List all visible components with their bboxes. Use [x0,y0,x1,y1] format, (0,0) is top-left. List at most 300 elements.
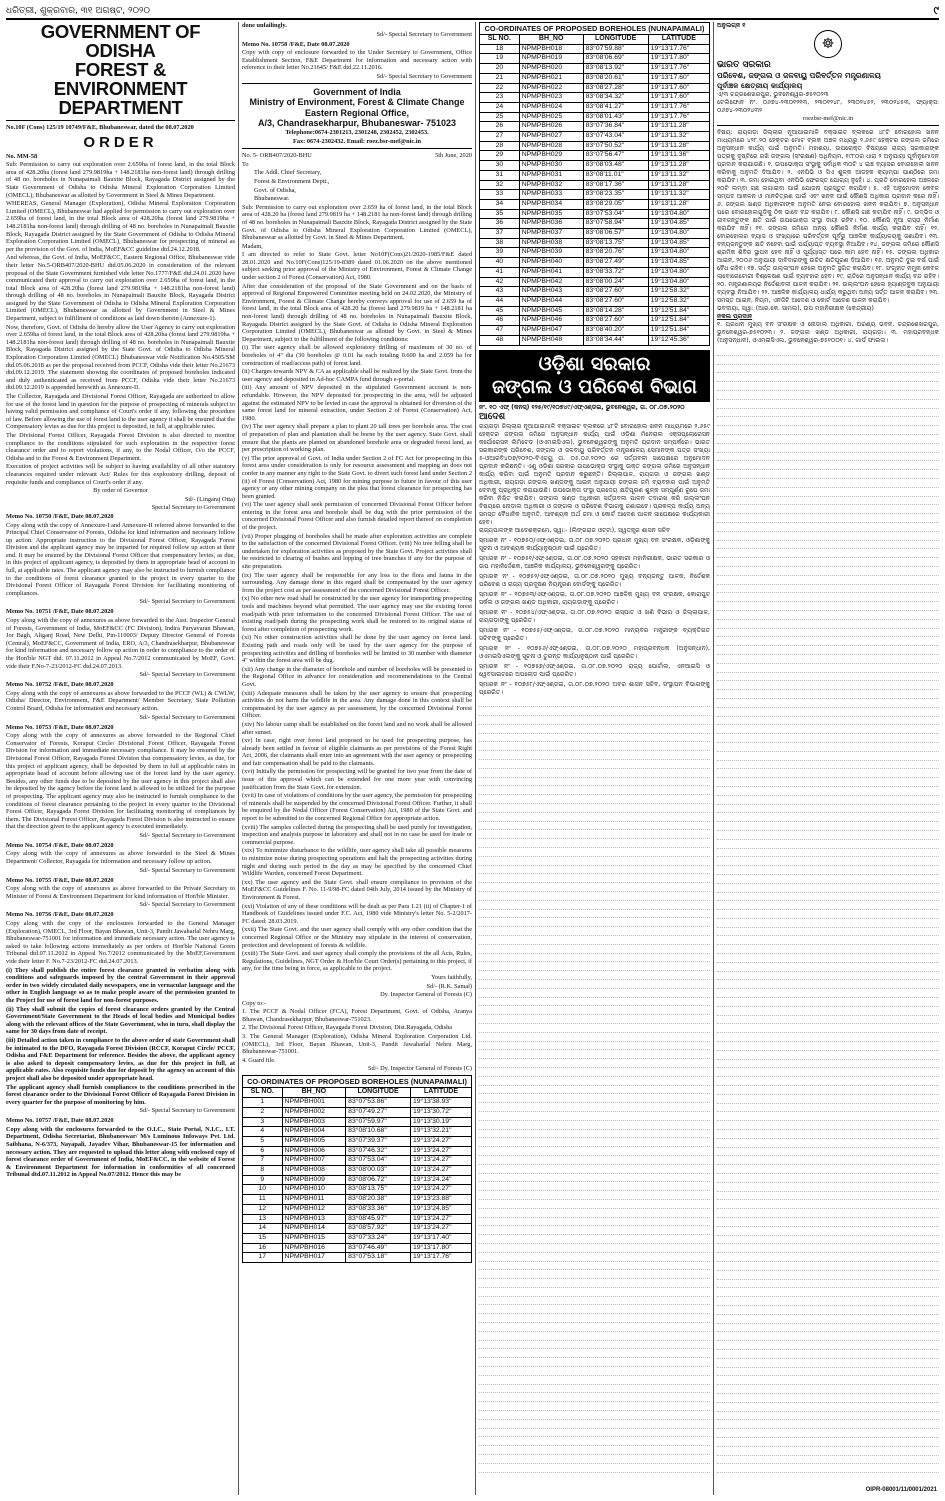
table-row [243,1224,472,1234]
oipr-code: OIPR-08001/11/0001/2021 [865,1487,937,1493]
text-line-placeholder [479,1367,710,1376]
table-cell: 19°13'30.72" [410,1107,471,1117]
table-cell: 24 [480,102,520,112]
condition-item: (xii) Any change in the diameter of borehole and number of boreholes will be presented to the Regional Office in advance for consideration and recommendations to the Central Govt. [242,665,472,688]
order-para-4: The Collector, Rayagada and Divisional Forest Officer, Rayagada are authorized to allow for use of the forest land in question for the purpose of prospecting of minerals subject to having valid permission and compliance of Court's order if any, following due procedure of law. Before allowing the use of forest land to the user agency it shall be ensured that the Compensatory levies as due for this project is deposited, in full, at applicable rates. [6,393,235,431]
text-line-placeholder [717,910,939,919]
text-line-placeholder [479,892,710,901]
annexure-label: ଅନୁଲଗ୍ନ ୧ [717,22,746,29]
text-line-placeholder [717,549,939,558]
text-line-placeholder [479,1218,710,1227]
divider [242,148,472,149]
condition-item: (xxiii) The State Govt. and user agency shall comply the provisions of the all Acts, Rules, Regulations, Guidelines, NGT Order & Hon'ble Court Order(s) pertaining to this project, if any, for the time being in force, as applicable to the project. [242,950,472,973]
text-line-placeholder [479,1341,710,1350]
table-cell: NPMPBH034 [519,199,583,209]
text-line-placeholder [717,901,939,910]
text-line-placeholder [717,497,939,506]
odia-memo: ସ୍ମାରକ ନଂ - ୧୦୭୫୩/ଏଫ୍ଏଣ୍ଡଇ, ତା.୦୮.୦୭.୨୦୨୦ ଆଞ୍ଚଳିକ ମୁଖ୍ୟ ବନ ସଂରକ୍ଷକ, କୋରାପୁଟ ସର୍କଲ ଓ ଜଙ୍ଗଲ ଖଣ୍ଡ ଅଧିକାରୀ, ରାୟଗଡ଼ାଙ୍କୁ ପ୍ରେରିତ। [479,590,710,606]
table-cell: 83°08'00.03" [346,1166,411,1176]
ngt-point-3: (iii) Detailed action taken in compliance to the above order of state Government shall be intimated to the DFO, Rayagada Forest Division (RCCF, Koraput Circle/ PCCF, Odisha and F&E Department for reference. Besides the above, the applicant agency is also asked to deposit compensatory levies, as due for this project in full, at applicable rates. Also requisite funds due for deposit by the agency on account of this project shall also be deposited under appropriate head. [6,1036,235,1082]
table-cell: 19°13'24.27" [410,1214,471,1224]
table-cell: NPMPBH012 [282,1204,346,1214]
table-row [480,170,710,180]
text-line-placeholder [717,1174,939,1183]
text-line-placeholder [717,593,939,602]
condition-item: (i) The user agency shall be allowed exploratory drilling of maximum of 30 no. of boreholes of 4" dia (30 boreholes @ 0.01 ha each totaling 0.600 ha and 2.059 ha for construction of road/access path) of forest land. [242,344,472,367]
text-line-placeholder [717,1024,939,1033]
text-line-placeholder [479,1253,710,1262]
table-cell: NPMPBH022 [519,83,583,93]
odia-order-title: ଆଦେଶ [479,411,506,422]
text-line-placeholder [479,1358,710,1367]
text-line-placeholder [717,461,939,470]
text-line-placeholder [479,1112,710,1121]
text-line-placeholder [479,1006,710,1015]
table-cell: 13 [243,1214,283,1224]
text-line-placeholder [479,1305,710,1314]
table-cell: NPMPBH008 [282,1166,346,1176]
text-line-placeholder [717,734,939,743]
to-line: Bhubaneswar. [254,195,290,203]
divider [242,83,472,84]
text-line-placeholder [717,1420,939,1429]
table-cell: NPMPBH024 [519,102,583,112]
table-cell: 83°07'56.47" [583,151,648,161]
odia-memo: ସ୍ମାରକ ନଂ - ୧୦୭୫୦/ଏଫ୍ଏଣ୍ଡଇ, ତା.୦୮.୦୭.୨୦୨୦ ପ୍ରଧାନ ମୁଖ୍ୟ ବନ ସଂରକ୍ଷକ, ଓଡ଼ିଶାଙ୍କୁ ସୂଚନା ଓ ଆବଶ୍ୟକ କାର୍ଯ୍ୟାନୁଷ୍ଠାନ ପାଇଁ ପ୍ରେରିତ। [479,536,710,552]
text-line-placeholder [717,620,939,629]
table-cell: 83°08'34.44" [583,335,648,345]
table-cell: 38 [480,238,520,248]
text-line-placeholder [717,752,939,761]
table-cell: 83°07'46.32" [346,1146,411,1156]
table-cell: 17 [243,1253,283,1263]
memo-text: Copy along with the copy of annexures as above forwarded to the Private Secretary to Minister of Forest & Environment Department for kind information of Hon'ble Minister. [6,885,235,900]
table-cell: 28 [480,141,520,151]
text-line-placeholder [717,743,939,752]
table-cell: NPMPBH017 [282,1253,346,1263]
text-line-placeholder [479,998,710,1007]
text-line-placeholder [479,1244,710,1253]
table-row [243,1146,472,1156]
odia-order-body: ରାୟଗଡ଼ା ଜିଲ୍ଲାର ନୂଆପାଇମାଳି ବକ୍ସାଇଟ ବ୍ଲକରେ ୪୮ଟି ବୋରହୋଲ ଖନନ ମାଧ୍ୟମରେ ୨.୬୫୯ ହେକ୍ଟର ଜଙ୍ଗଲ ଜମିରେ ଅନୁସନ୍ଧାନ କାର୍ଯ୍ୟ ପାଇଁ ଓଡ଼ିଶା ମିନେରାଲ ଏକ୍ସପ୍ଲୋରେସନ କର୍ପୋରେସନ ଲିମିଟେଡ (ଓଏମଇସିଏଲ), ଭୁବନେଶ୍ୱରଙ୍କୁ ଅନୁମତି ପ୍ରଦାନ ସମ୍ପର୍କରେ। ଭାରତ ସରକାରଙ୍କ ପରିବେଶ, ଜଙ୍ଗଲ ଓ ଜଳବାୟୁ ପରିବର୍ତ୍ତନ ମନ୍ତ୍ରଣାଳୟ ସେମାନଙ୍କ ପତ୍ର ସଂଖ୍ୟା ୫-ଓଆରବି୪୦୭/୨୦୨୦-ବିଏଚୟୁ ତା. ୦୫.୦୬.୨୦୨୦ ରେ ସର୍ତ୍ତାବଳୀ ସାପେକ୍ଷରେ ଅନୁମୋଦନ ପ୍ରଦାନ କରିଛନ୍ତି। ଏଣୁ ଓଡ଼ିଶା ସରକାର ଉପଭୋକ୍ତା ସଂସ୍ଥାକୁ ଉକ୍ତ ଜଙ୍ଗଲ ଜମିରେ ଅନୁସନ୍ଧାନ କାର୍ଯ୍ୟ କରିବା ପାଇଁ ଅନୁମତି ପ୍ରଦାନ କରୁଛନ୍ତି। ଜିଲ୍ଲାପାଳ, ରାୟଗଡ଼ା ଓ ଜଙ୍ଗଲ ଖଣ୍ଡ ଅଧିକାରୀ, ରାୟଗଡ଼ା ଜଙ୍ଗଲ ଖଣ୍ଡଙ୍କୁ ଆଇନ ଅନୁଯାୟୀ ଜଙ୍ଗଲ ଜମି ବ୍ୟବହାର ପାଇଁ ଅନୁମତି ଦେବାକୁ ପ୍ରାଧିକୃତ କରାଯାଉଛି। ଉପଭୋକ୍ତା ସଂସ୍ଥା ପ୍ରଦେୟ କ୍ଷତିପୂରଣ ଶୁଳ୍କ ସମ୍ପୂର୍ଣ୍ଣ ରୂପେ ଜମା କରିବା ନିଶ୍ଚିତ କରାଯିବ। ଜଙ୍ଗଲ ଖଣ୍ଡ ଅଧିକାରୀ ସର୍ତ୍ତାବଳୀ ପାଳନ ତଦାରଖ କରି ଉଲ୍ଲଂଘନ ବିଷୟରେ ନୋଡାଲ ଅଧିକାରୀ ଓ ଜଙ୍ଗଲ ଓ ପରିବେଶ ବିଭାଗକୁ ଜଣାଇବେ। ପ୍ରକଳ୍ପ କାର୍ଯ୍ୟ ଅନ୍ୟ ସମସ୍ତ ବୈଧାନିକ ଅନୁମତି, ଆବଶ୍ୟକ ଅର୍ଥ ଜମା ଓ କୋର୍ଟ ଆଦେଶ ପାଳନ ସାପେକ୍ଷରେ କାର୍ଯ୍ୟକାରୀ ହେବ। [479,422,710,526]
text-line-placeholder [479,874,710,883]
table-cell: 9 [243,1175,283,1185]
text-line-placeholder [717,1148,939,1157]
order-number: No. MM-58 [6,152,38,160]
text-line-placeholder [717,769,939,778]
table-cell: NPMPBH003 [282,1117,346,1127]
table-cell: NPMPBH031 [519,170,583,180]
table-cell: 83°08'13.75" [583,238,648,248]
text-line-placeholder [479,848,710,857]
text-line-placeholder [717,1350,939,1359]
table-row [243,1214,472,1224]
odia-memo: ସ୍ମାରକ ନଂ - ୧୦୭୫୬/ଏଫ୍ଏଣ୍ଡଇ, ତା.୦୮.୦୭.୨୦୨୦ ମହାପ୍ରବନ୍ଧକ (ଅନୁସନ୍ଧାନ), ଓଏମଇସିଏଲଙ୍କୁ ସୂଚନା ଓ ତୁରନ୍ତ କାର୍ଯ୍ୟାନୁଷ୍ଠାନ ପାଇଁ ପ୍ରେରିତ। [479,644,710,660]
text-line-placeholder [717,954,939,963]
text-line-placeholder [479,1050,710,1059]
text-line-placeholder [479,839,710,848]
text-line-placeholder [479,795,710,804]
condition-item: (xxi) Violation of any of these conditions will be dealt as per Para 1.21 (ii) of Chapter-1 of Handbook of Guidelines issued under F.C. Act, 1980 vide Ministry's letter No. 5-2/2017-FC dated: 28.03.2019. [242,902,472,925]
table-cell: 8 [243,1166,283,1176]
order-subject: Sub: Permission to carry out exploration over 2.659ha of forest land, in the total Block area of 428.20ha (forest land 279.9819ha + 148.2181ha non-forest land) through drilling of 48 no. boreholes in Nunapaimali Bauxite Block, Rayagada District assigned by the State Government of Odisha to Odisha Mineral Exploration Corporation Limited (OMECL), Bhubaneswar as allotted by Government in Steel & Mines Department. [6,161,235,199]
table-cell: 83°07'58.94" [583,219,648,229]
table-cell: 83°07'33.24" [346,1233,411,1243]
table-cell: 83°07'59.97" [346,1117,411,1127]
table-cell: 83°08'03.48" [583,161,648,171]
memo-signature: Sd/- Special Secretary to Government [139,831,235,839]
order-para-5: The Divisional Forest Officer, Rayagada Forest Division is also directed to monitor compliance to the conditions stipulated for such exploration in the respective forest clearance order and to report violations, if any, to the Nodal Officer, O/o the PCCF, Odisha and to the Forest & Environment Department. [6,431,235,462]
table-cell: 83°08'17.36" [583,180,648,190]
table-cell: 45 [480,306,520,316]
goi-heading: Government of India [313,86,401,97]
text-line-placeholder [479,1349,710,1358]
memo-text: Copy with copy of enclosure forwarded to the Under Secretary to Government, Office Establishment Section, F&E Department for information and necessary action with reference to their letter No.21645/ F&E dtd.22.11.2016. [242,49,472,72]
table-cell: NPMPBH035 [519,209,583,219]
fax-email-line: Fax: 0674-2302432. Email: roez.bsr-mef@nic.in [293,137,421,145]
columns [6,22,939,1495]
text-line-placeholder [717,602,939,611]
table-cell: NPMPBH041 [519,267,583,277]
page-number: ୯ [933,4,939,17]
table-cell: 83°08'06.57" [583,229,648,239]
table-cell: 19°13'04.80" [648,277,709,287]
text-line-placeholder [479,1385,710,1394]
text-line-placeholder [479,1314,710,1323]
memo-signature: Sd/- Special Secretary to Government [139,671,235,679]
text-line-placeholder [479,1068,710,1077]
text-line-placeholder [479,1429,710,1438]
table-cell: 19°13'32.21" [410,1127,471,1137]
table-cell: 18 [480,44,520,54]
memo-number: Memo No. 10755 /F&E, Date 08.07.2020 [6,876,114,884]
odia-annexure-body: ବିଷୟ: ରାୟଗଡ଼ା ଜିଲ୍ଲାର ନୂଆପାଇମାଳି ବକ୍ସାଇଟ ବ୍ଲକରେ ୪୮ଟି ବୋରହୋଲ ଖନନ ମାଧ୍ୟମରେ ୪୨୮.୨୦ ହେକ୍ଟର ମୋଟ ବ୍ଲକ ଅଞ୍ଚଳ ମଧ୍ୟରୁ ୨.୬୫୯ ହେକ୍ଟର ଜଙ୍ଗଲ ଜମିରେ ଅନୁସନ୍ଧାନ କାର୍ଯ୍ୟ ପାଇଁ ଅନୁମତି। ମହାଶୟା, ଉପରୋକ୍ତ ବିଷୟରେ ରାଜ୍ୟ ସରକାରଙ୍କ ପତ୍ରକୁ ଦୃଷ୍ଟିରେ ରଖି ଜଙ୍ଗଲ (ସଂରକ୍ଷଣ) ଅଧିନିୟମ, ୧୯୮୦ର ଧାରା ୨ ଅନୁଯାୟୀ ପୂର୍ବାନୁମୋଦନ ପ୍ରଦାନ କରାଯାଉଛି। ୧. ଉପଭୋକ୍ତା ସଂସ୍ଥାକୁ ସର୍ବାଧିକ ୩୦ଟି ୪ ଇଞ୍ଚ ବ୍ୟାସର ବୋରହୋଲ ଖନନ କରିବାକୁ ଅନୁମତି ଦିଆଯିବ। ୨. ଏନପିଭି ଓ ସିଏ ଶୁଳ୍କ ଆଡହକ କ୍ୟାମ୍ପା ପାଣ୍ଠିରେ ଜମା କରାଯିବ। ୩. ଜମା ହୋଇଥିବା ଏନପିଭି ଫେରସ୍ତ ଯୋଗ୍ୟ ନୁହେଁ। ୪. ପ୍ରତି ବୋରହୋଲ ଅଞ୍ଚଳରେ ୨୦ଟି ଲମ୍ବା ଗଛ ଲଗାଇବା ପାଇଁ ଯୋଜନା ପ୍ରସ୍ତୁତ କରାଯିବ। ୫. ଏହି ଅନୁମୋଦନ କେବଳ ସମ୍ପଦ ଆକଳନ ଓ ମାନଚିତ୍ରଣ ପାଇଁ ଏବଂ ଖନନ ପାଇଁ କୌଣସି ଅଧିକାର ପ୍ରଦାନ କରେ ନାହିଁ। ୬. ଜଙ୍ଗଲ ଖଣ୍ଡ ଅଧିକାରୀଙ୍କ ଅନୁମତି ନେଇ ବୋରହୋଲ ଖନନ କରାଯିବ। ୭. ଅନୁସନ୍ଧାନ ପରେ ବୋରହୋଲଗୁଡ଼ିକୁ ଠିକ ଭାବେ ବନ୍ଦ କରାଯିବ। ୮. କୌଣସି ଗଛ କଟାଯିବ ନାହିଁ। ୯. ଉଦ୍ଭିଦ ଓ ଜୀବଜନ୍ତୁଙ୍କ କ୍ଷତି ପାଇଁ ଉପଭୋକ୍ତା ସଂସ୍ଥା ଦାୟୀ ରହିବ। ୧୦. କୌଣସି ନୂଆ ରାସ୍ତା ନିର୍ମାଣ କରାଯିବ ନାହିଁ। ୧୧. ଜଙ୍ଗଲ ଜମିରେ ଅନ୍ୟ କୌଣସି ନିର୍ମାଣ କାର୍ଯ୍ୟ କରାଯିବ ନାହିଁ। ୧୨. ବୋରହୋଲର ବ୍ୟାସ ଓ ସଂଖ୍ୟାରେ ପରିବର୍ତ୍ତନ ପୂର୍ବରୁ ଆଞ୍ଚଳିକ କାର୍ଯ୍ୟାଳୟକୁ ଜଣାଯିବ। ୧୩. ବନ୍ୟଜନ୍ତୁଙ୍କ କ୍ଷତି ନହେବା ପାଇଁ ପର୍ଯ୍ୟାପ୍ତ ବ୍ୟବସ୍ଥା ନିଆଯିବ। ୧୪. ଜଙ୍ଗଲ ଜମିରେ କୌଣସି ଶ୍ରମିକ ଶିବିର ସ୍ଥାପନ ହେବ ନାହିଁ ଓ ସୂର୍ଯ୍ୟାସ୍ତ ପରେ କାମ ହେବ ନାହିଁ। ୧୫. ଜଙ୍ଗଲ ଅଧିକାର ଆଇନ, ୨୦୦୬ ଅନୁଯାୟୀ ଦାବିଦାରଙ୍କୁ ଉଚିତ କ୍ଷତିପୂରଣ ଦିଆଯିବ। ୧୬. ଅନୁମତି ଦୁଇ ବର୍ଷ ପାଇଁ ବୈଧ ରହିବ। ୧୭. ସର୍ତ୍ତ ଉଲ୍ଲଂଘନ ହେଲେ ଅନୁମତି ସ୍ଥଗିତ କରାଯିବ। ୧୮. ସଂଗୃହୀତ ନମୁନା କେବଳ ଲାବୋରେଟୋରୀ ବିଶ୍ଳେଷଣ ପାଇଁ ବ୍ୟବହାର ହେବ। ୧୯. ରାତିରେ ଅନୁସନ୍ଧାନ କାର୍ଯ୍ୟ ବନ୍ଦ ରହିବ। ୨୦. ମନ୍ତ୍ରଣାଳୟର ନିର୍ଦ୍ଦେଶାବଳୀ ପାଳନ କରାଯିବ। ୨୧. ଉଲ୍ଲଂଘନ ହେଲେ ହ୍ୟାଣ୍ଡବୁକ ଅନୁଯାୟୀ ବ୍ୟବସ୍ଥା ନିଆଯିବ। ୨୨. ଆଞ୍ଚଳିକ କାର୍ଯ୍ୟାଳୟ ଧାର୍ଯ୍ୟ କରୁଥିବା ଅନ୍ୟ ସର୍ତ୍ତ ପାଳନ କରାଯିବ। ୨୩. ସମସ୍ତ ଆଇନ, ନିୟମ, ଏନଜିଟି ଆଦେଶ ଓ କୋର୍ଟ ଆଦେଶ ପାଳନ କରାଯିବ। [717,129,939,305]
text-line-placeholder [717,972,939,981]
text-line-placeholder [479,1200,710,1209]
to-line: The Addl. Chief Secretary, [254,169,322,177]
memo-number: Memo No. 10750 /F&E, Date 08.07.2020 [6,512,114,520]
text-line-placeholder [717,1447,939,1456]
table-row [243,1127,472,1137]
text-line-placeholder [717,514,939,523]
odia-memo: ସ୍ମାରକ ନଂ - ୧୦୭୫୨/ଏଫ୍ଏଣ୍ଡଇ, ତା.୦୮.୦୭.୨୦୨୦ ମୁଖ୍ୟ ବନ୍ୟଜନ୍ତୁ ପାଳକ, ନିର୍ଦ୍ଦେଶକ ପରିବେଶ ଓ ରାଜ୍ୟ ପ୍ରଦୂଷଣ ନିୟନ୍ତ୍ରଣ ବୋର୍ଡଙ୍କୁ ପ୍ରେରିତ। [479,572,710,588]
text-line-placeholder [717,1464,939,1473]
order-para-2: And whereas, the Govt. of India, MoEF&CC, Eastern Regional Office, Bhubaneswar vide their letter No.5-ORB407/2020-BHU dtd.05.06.2020 in consideration of the relevant proposal of the State Government furnished vide letter No.1777/F&E dtd.24.01.2020 have communicated their approval to carry out exploration over 2.659ha of forest land, in the total Block area of 428.20ha (forest land 279.9819ha + 148.2181ha non-forest land) through drilling of 48 no. boreholes in Nunapaimali Bauxite Block, Rayagada District assigned by the State Government of Odisha to Odisha Mineral Exploration Corporation Limited (OMECL), Bhubaneswar as allotted by Government in Steel & Mines Department, subject to fulfillment of conditions as laid down therein (Annexure-1). [6,254,235,323]
odia-telephone: ଟେଲିଫୋନ ନଂ. ୦୬୭୪-୨୩୦୧୨୧୩, ୨୩୦୧୨୪୮, ୨୩୦୨୪୫୨, ୨୩୦୨୪୫୩, ଫ୍ୟାକ୍ସ: ୦୬୭୪-୨୩୦୨୪୩୨ [717,98,939,114]
text-line-placeholder [717,1218,939,1227]
text-line-placeholder [717,1376,939,1385]
table-cell: 83°07'36.84" [583,122,648,132]
text-line-placeholder [717,409,939,418]
text-line-placeholder [717,1341,939,1350]
text-line-placeholder [717,576,939,585]
condition-item: (ix) The user agency shall be responsible for any loss to the flora and fauna in the surrounding. Any damage done in this regard shall be compensated by the user agency from the project cost as per assessment of the concerned Divisional Forest Officer. [242,571,472,594]
text-line-placeholder [479,1464,710,1473]
text-line-placeholder [717,365,939,374]
table-cell: 19°13'24.27" [410,1224,471,1234]
memo-number: Memo No. 10753 /F&E, Date 08.07.2020 [6,723,114,731]
table-cell: 46 [480,316,520,326]
text-line-placeholder [717,523,939,532]
odia-annexure-signature: ଭବଦୀୟା, ସ୍ୱା: (ଆର.କେ. ସାମଲ), ଉପ ମହାନିରୀକ୍ଷକ (କେନ୍ଦ୍ରୀୟ) [717,305,874,313]
table-cell: NPMPBH011 [282,1195,346,1205]
table-row [480,83,710,93]
table-cell: 26 [480,122,520,132]
text-line-placeholder [717,1262,939,1271]
table-cell: 39 [480,248,520,258]
table-row [243,1253,472,1263]
table-cell: 48 [480,335,520,345]
text-line-placeholder [717,980,939,989]
table-row [480,277,710,287]
text-line-placeholder [479,813,710,822]
table-cell: 83°08'27.60" [583,316,648,326]
table-cell: 19°13'17.60" [648,73,709,83]
table-row [480,54,710,64]
column-header: LATITUDE [410,1088,471,1098]
table-cell: 83°08'45.97" [346,1214,411,1224]
table-cell: 19°13'17.76" [648,112,709,122]
table-cell: 29 [480,151,520,161]
table-cell: NPMPBH028 [519,141,583,151]
table-cell: 83°07'53.04" [583,209,648,219]
text-line-placeholder [479,1130,710,1139]
odia-memo: ସ୍ମାରକ ନଂ - ୧୦୭୫୫/ଏଫ୍ଏଣ୍ଡଇ, ତା.୦୮.୦୭.୨୦୨୦ ମାନ୍ୟବର ମନ୍ତ୍ରୀଙ୍କ ବ୍ୟକ୍ତିଗତ ସଚିବଙ୍କୁ ପ୍ରେରିତ। [479,626,710,642]
table-row [480,44,710,54]
text-line-placeholder [479,716,710,725]
table-cell: NPMPBH026 [519,122,583,132]
text-line-placeholder [479,1024,710,1033]
table-cell: NPMPBH021 [519,73,583,83]
table-cell: 40 [480,258,520,268]
table-cell: NPMPBH014 [282,1224,346,1234]
table-cell: 11 [243,1195,283,1205]
table-cell: 19°13'24.24" [410,1175,471,1185]
table-cell: 83°07'53.04" [346,1156,411,1166]
text-line-placeholder [479,883,710,892]
table-cell: NPMPBH005 [282,1136,346,1146]
table-row [480,296,710,306]
table-cell: 19°13'17.76" [648,64,709,74]
text-line-placeholder [717,1165,939,1174]
copy-to-item: 2. The Divisional Forest Officer, Rayagada Forest Division, Dist.Rayagada, Odisha [242,1024,453,1032]
table-cell: 35 [480,209,520,219]
text-line-placeholder [717,1192,939,1201]
table-cell: NPMPBH020 [519,64,583,74]
text-line-placeholder [717,1429,939,1438]
text-line-placeholder [717,470,939,479]
memo-number: Memo No. 10756 /F&E, Date 08.07.2020 [6,911,114,919]
table-row [480,102,710,112]
text-line-placeholder [479,962,710,971]
odia-copy-heading: ନକଲ ପ୍ରଦାନ [717,313,753,321]
text-line-placeholder [717,611,939,620]
text-line-placeholder [717,1086,939,1095]
text-line-placeholder [479,1094,710,1103]
table-cell: 83°07'46.49" [346,1243,411,1253]
text-line-placeholder [479,1147,710,1156]
table-cell: NPMPBH019 [519,54,583,64]
table-row [480,122,710,132]
table-cell: 6 [243,1146,283,1156]
odia-ministry-heading: ପରିବେଶ, ଜଙ୍ଗଲ ଓ ଜଳବାୟୁ ପରିବର୍ତ୍ତନ ମନ୍ତ୍ରଣାଳୟ [717,71,881,80]
text-line-placeholder [717,426,939,435]
letter-ref-row [242,152,472,161]
table-cell: NPMPBH004 [282,1127,346,1137]
odia-reference: ନଂ. ୧୦ ଏଫ୍ (କନସ୍) ୧୨୫/୧୯/୧୦୭୪୯/ଏଫ୍ଏଣ୍ଡଇ, ଭୁବନେଶ୍ୱର, ତା. ୦୮.୦୭.୨୦୨୦ [479,403,685,411]
odia-memo: ସ୍ମାରକ ନଂ - ୧୦୭୫୪/ଏଫ୍ଏଣ୍ଡଇ, ତା.୦୮.୦୭.୨୦୨୦ ଇସ୍ପାତ ଓ ଖଣି ବିଭାଗ ଓ ଜିଲ୍ଲାପାଳ, ରାୟଗଡ଼ାଙ୍କୁ ପ୍ରେରିତ। [479,608,710,624]
text-line-placeholder [479,918,710,927]
text-line-placeholder [479,927,710,936]
text-line-placeholder [717,840,939,849]
table-row [243,1195,472,1205]
table-cell: 23 [480,93,520,103]
column-coordinates-odia [479,22,710,1495]
memo-list [6,513,235,966]
table-row [480,209,710,219]
table-cell: 7 [243,1156,283,1166]
text-line-placeholder [479,1332,710,1341]
memo-signature: Sd/- Special Secretary to Government [139,713,235,721]
table-cell: 25 [480,112,520,122]
table-row [480,219,710,229]
text-line-placeholder [479,1235,710,1244]
text-line-placeholder [479,910,710,919]
order-para-1: WHEREAS, General Manager (Exploration), Odisha Mineral Exploration Corporation Limited (OMECL), Bhubaneswar had applied for permission to carry out exploration over 2.659ha of forest land, in the total Block area of 428.20ha (forest land 279.9819ha + 148.2181ha non-forest land) through drilling of 48 no. boreholes in Nunapaimali Bauxite Block, Rayagada District assigned by the State Government of Odisha to Odisha Mineral Exploration Corporation Limited (OMECL), Bhubaneswar for prospecting of mineral as per the provision of the Govt. of India, MoEF&CC guideline dtd.24.12.2018. [6,200,235,253]
table-header-row [480,35,710,45]
text-line-placeholder [717,928,939,937]
table-cell: 30 [480,161,520,171]
heading-government-of-odisha: GOVERNMENT OF ODISHA [40,22,201,61]
table-cell: 21 [480,73,520,83]
text-line-placeholder [479,1270,710,1279]
text-line-placeholder [717,435,939,444]
condition-item: (vii) Proper plugging of boreholes shall be made after exploration activities are complete to the satisfaction of the concerned Divisional Forest Officer. (viii) No tree felling shall be undertaken for exploration activities as proposed by the State Govt. Project activities shall be restricted to clearing of bushes and lopping of tree branches if any for the purpose of site preparation. [242,532,472,571]
table-row [480,326,710,336]
table-cell: 19°13'23.88" [410,1195,471,1205]
letter-subject: Sub: Permission to carry out exploration over 2.659 ha of forest land, in the total Block area of 428.20 ha (forest land 279.9819 ha + 148.2181 ha non-forest land) through drilling of 48 no. boreholes in Nunapaimali Bauxite Block, Rayagada District assigned by the State Govt. of Odisha to Odisha Mineral Exploration Corporation Limited (OMECL), Bhubaneswar as allotted by Govt. in Steel & Mines Department. [242,203,472,242]
text-line-placeholder [717,1359,939,1368]
table-row [243,1175,472,1185]
memo-number: Memo No. 10752 /F&E, Date 08.07.2020 [6,681,114,689]
odia-heading-govt: ଓଡ଼ିଶା ସରକାର [538,352,651,375]
text-line-placeholder [717,391,939,400]
table-cell: 19°13'17.76" [648,44,709,54]
text-line-placeholder [717,805,939,814]
closing-signature: Sd/- (R.K. Samal) [426,982,472,990]
table-cell: 83°07'39.37" [346,1136,411,1146]
condition-item: (xvii) In case of violations of conditions by the user agency, the permission for prospecting of minerals shall be suspended by the concerned Divisional Forest Officer. Further, it shall be enquired by the Nodal Officer (Forest Conservation) Act, 1980 of the State Govt. and report to be submitted to the concerned Regional Office for appropriate action. [242,792,472,823]
table-cell: NPMPBH033 [519,190,583,200]
memo-text: Copy along with the copy of annexures as above forwarded to the Steel & Mines Department/ Collector, Rayagada for information and necessary follow up action. [6,850,235,866]
table-cell: 83°08'27.28" [583,83,648,93]
text-line-placeholder [717,963,939,972]
table-cell: 2 [243,1107,283,1117]
text-line-placeholder [717,998,939,1007]
boreholes-table-title: CO-ORDINATES OF PROPOSED BOREHOLES (NUNAPAIMALI) [479,22,710,34]
table-cell: 83°07'59.88" [583,44,648,54]
table-cell: 83°08'34.32" [583,93,648,103]
text-line-placeholder [717,1033,939,1042]
memo-text: Copy along with the copy of annexures as above forwarded to the Asst. Inspector General of Forests, Government of India, MoEF&CC (FC Division), Indira Paryavaran Bhawan, Jor Bagh, Aliganj Road, New Delhi, Pin-110003/ Deputy Director General of Forests (Central), MoEF&CC, Government of India, ERO, A/3, Chandrasekharpur, Bhubaneswar for kind information and necessary follow up action in order to compliance to the order of the Hon'ble NGT dtd. 07.11.2012 in Appeal No.7/2012 communicated by MoEF, Govt. vide their F.No-7-23/2012-FC dtd.24.07.2013. [6,617,235,670]
order-para-6: Execution of project activities will be subject to having availability of all other statutory clearances required under relevant Act/ Rules for this exploratory drilling, deposit of requisite funds and compliance of Court's order if any. [6,463,235,486]
table-cell: 83°08'27.60" [583,296,648,306]
table-cell: 83°08'33.72" [583,267,648,277]
table-cell: 19°13'04.80" [648,229,709,239]
table-cell: NPMPBH038 [519,238,583,248]
table-row [243,1098,472,1108]
odia-office-heading: ପୂର୍ବାଞ୍ଚଳ କ୍ଷେତ୍ରୀୟ କାର୍ଯ୍ୟାଳୟ [717,81,803,90]
copy-to-label: Copy to:- [242,999,266,1007]
table-cell: 19°13'11.28" [648,122,709,132]
table-cell: 19°13'11.28" [648,199,709,209]
text-line-placeholder [717,453,939,462]
table-row [480,238,710,248]
condition-item: (vi) The user agency shall seek permission of concerned Divisional Forest Officer before entering in the forest area and borehole shall be dug with the prior permission of the concerned Divisional Forest Officer and also furnish detailed report thereof on completion of the project. [242,501,472,532]
text-line-placeholder [717,629,939,638]
text-line-placeholder [479,1288,710,1297]
table-cell: 83°08'20.76" [583,248,648,258]
text-line-placeholder [717,347,939,356]
copy-to-item: 4. Guard file. [242,1056,276,1064]
table-cell: NPMPBH029 [519,151,583,161]
table-row [243,1166,472,1176]
letter-para-2: After due consideration of the proposal of the State Government and on the basis of approval of Regional Empowered Committee meeting held on 24.02.2020, the Ministry of Environment, Forest & Climate Change hereby conveys approval for use of 2.659 ha of forest land, in the total Block area of 428.20 ha (forest land 279.9819 ha + 148.2181 ha non-forest land) through drilling of 48 no. boreholes in Nunapaimali Bauxite Block, Rayagada District assigned by the State Govt. of Odisha to Odisha Mineral Exploration Corporation Limited (OMECL), Bhubaneswar as allotted by Govt. in Steel & Mines Department, subject to the fulfillment of the following conditions: [242,282,472,343]
closing: Yours faithfully, [431,973,472,981]
text-line-placeholder [717,1324,939,1333]
text-line-placeholder [479,734,710,743]
text-line-placeholder [717,787,939,796]
table-cell: 5 [243,1136,283,1146]
table-row [243,1204,472,1214]
text-line-placeholder [479,830,710,839]
table-cell: 1 [243,1098,283,1108]
copy-to-item: 3. The General Manager (Exploration), Odisha Mineral Exploration Corporation Ltd. (OMECL), 3rd Floor, Bayan Bhawan, Unit-3, Pandit Jawaharlal Nehru Marg, Bhubaneswar-751001. [242,1033,472,1056]
condition-item: (xiv) No labour camp shall be established on the forest land and no work shall be allowed after sunset. [242,720,472,736]
text-line-placeholder [479,751,710,760]
text-line-placeholder [717,1112,939,1121]
table-cell: 19 [480,54,520,64]
column-header: LONGITUDE [346,1088,411,1098]
table-row [480,335,710,345]
table-cell: 19°13'17.80" [410,1243,471,1253]
text-line-placeholder [717,567,939,576]
text-line-placeholder [479,1015,710,1024]
text-line-placeholder [717,637,939,646]
text-line-placeholder [717,778,939,787]
table-cell: 83°08'57.92" [346,1224,411,1234]
masthead [6,4,939,20]
text-line-placeholder [479,760,710,769]
table-row [480,267,710,277]
table-row [480,229,710,239]
condition-item: (xix) To minimize disturbance to the wildlife, user agency shall take all possible measures to minimize noise during prospecting operations and halt the prospecting activities during night and during such period in the day as may be specified by the concerned Chief Wildlife Warden, concerned Forest Department. [242,847,472,878]
table-cell: 19°13'11.28" [648,161,709,171]
salutation: Madam, [242,242,263,250]
text-line-placeholder [717,1456,939,1465]
text-line-placeholder [717,1227,939,1236]
ashoka-emblem-icon: ☸ [814,30,842,58]
table-row [480,287,710,297]
table-cell: NPMPBH046 [519,316,583,326]
column-header: BH_NO [519,35,583,45]
table-cell: 83°08'14.28" [583,306,648,316]
table-row [243,1185,472,1195]
memo-number: Memo No. 10754 /F&E, Date 08.07.2020 [6,841,114,849]
text-line-placeholder [717,813,939,822]
text-line-placeholder [479,1174,710,1183]
table-cell: 19°13'11.32" [648,170,709,180]
